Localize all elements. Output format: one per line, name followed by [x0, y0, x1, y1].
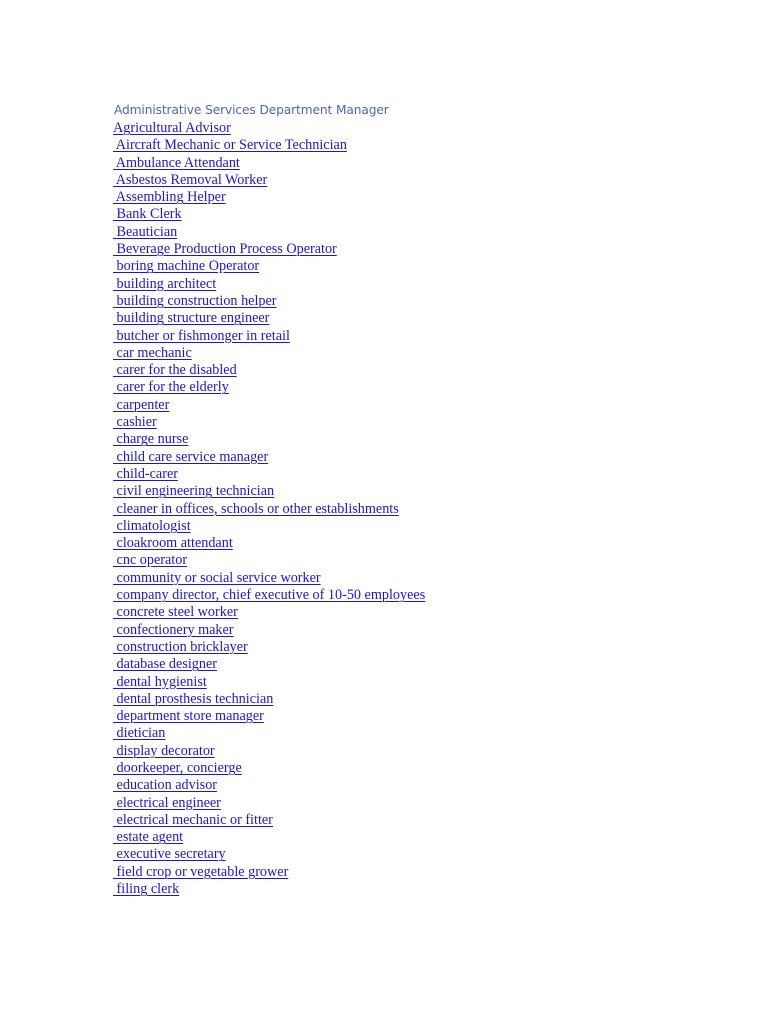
list-item: [113, 534, 425, 551]
occupation-link[interactable]: electrical mechanic or fitter: [113, 811, 273, 828]
list-item: [113, 223, 425, 240]
occupation-link[interactable]: electrical engineer: [113, 794, 221, 811]
list-item: [113, 240, 425, 257]
occupation-link[interactable]: cnc operator: [113, 552, 188, 569]
list-item: [113, 673, 425, 690]
occupation-list: [113, 119, 425, 897]
list-item: [113, 465, 425, 482]
occupation-link[interactable]: carpenter: [113, 396, 170, 413]
list-item: [113, 482, 425, 499]
list-item: [113, 309, 425, 326]
occupation-link[interactable]: car mechanic: [113, 344, 192, 361]
occupation-link[interactable]: carer for the disabled: [113, 362, 237, 379]
list-item: [113, 119, 425, 136]
occupation-link[interactable]: charge nurse: [113, 431, 189, 448]
occupation-link[interactable]: cleaner in offices, schools or other establishments: [113, 500, 399, 517]
list-item: [113, 517, 425, 534]
list-item: [113, 638, 425, 655]
list-item: [113, 361, 425, 378]
list-item: [113, 413, 425, 430]
occupation-link[interactable]: construction bricklayer: [113, 638, 248, 655]
list-item: [113, 707, 425, 724]
list-item: [113, 621, 425, 638]
list-item: [113, 257, 425, 274]
list-item: [113, 275, 425, 292]
occupation-link[interactable]: child-carer: [113, 465, 178, 482]
list-item: [113, 811, 425, 828]
occupation-link[interactable]: Aircraft Mechanic or Service Technician: [113, 137, 347, 154]
list-item: [113, 344, 425, 361]
list-item: [113, 378, 425, 395]
occupation-link[interactable]: estate agent: [113, 829, 184, 846]
occupation-link[interactable]: cashier: [113, 414, 157, 431]
occupation-link[interactable]: child care service manager: [113, 448, 269, 465]
list-item: [113, 742, 425, 759]
occupation-link[interactable]: company director, chief executive of 10-50 employees: [113, 587, 426, 604]
list-item: [113, 759, 425, 776]
list-item: [113, 171, 425, 188]
occupation-link[interactable]: Ambulance Attendant: [113, 154, 240, 171]
occupation-link[interactable]: climatologist: [113, 517, 191, 534]
occupation-link[interactable]: database designer: [113, 656, 217, 673]
list-item: [113, 586, 425, 603]
occupation-link[interactable]: Asbestos Removal Worker: [113, 171, 268, 188]
occupation-link[interactable]: confectionery maker: [113, 621, 234, 638]
occupation-link[interactable]: dental hygienist: [113, 673, 207, 690]
occupation-link[interactable]: boring machine Operator: [113, 258, 260, 275]
occupation-link[interactable]: dental prosthesis technician: [113, 690, 274, 707]
occupation-link[interactable]: Bank Clerk: [113, 206, 182, 223]
list-item: [113, 845, 425, 862]
occupation-link[interactable]: Beautician: [113, 223, 178, 240]
occupation-link[interactable]: field crop or vegetable grower: [113, 863, 289, 880]
occupation-link[interactable]: Assembling Helper: [113, 189, 226, 206]
occupation-link[interactable]: doorkeeper, concierge: [113, 759, 242, 776]
list-item: [113, 154, 425, 171]
list-item: [113, 430, 425, 447]
occupation-link[interactable]: cloakroom attendant: [113, 535, 233, 552]
occupation-link[interactable]: building architect: [113, 275, 217, 292]
list-item: [113, 603, 425, 620]
list-item: [113, 828, 425, 845]
list-item: [113, 500, 425, 517]
list-item: [113, 327, 425, 344]
list-item: [113, 205, 425, 222]
list-item: [113, 655, 425, 672]
occupation-link[interactable]: civil engineering technician: [113, 483, 275, 500]
occupation-link[interactable]: building structure engineer: [113, 310, 270, 327]
occupation-link[interactable]: dietician: [113, 725, 166, 742]
list-item: [113, 776, 425, 793]
list-item: [113, 136, 425, 153]
occupation-link[interactable]: department store manager: [113, 708, 264, 725]
document-heading: Administrative Services Department Manager: [114, 103, 389, 117]
occupation-link[interactable]: display decorator: [113, 742, 215, 759]
list-item: [113, 863, 425, 880]
occupation-link[interactable]: carer for the elderly: [113, 379, 229, 396]
occupation-link[interactable]: Beverage Production Process Operator: [113, 241, 337, 258]
list-item: [113, 794, 425, 811]
occupation-link[interactable]: filing clerk: [113, 881, 180, 898]
list-item: [113, 292, 425, 309]
list-item: [113, 396, 425, 413]
list-item: [113, 569, 425, 586]
occupation-link[interactable]: executive secretary: [113, 846, 226, 863]
occupation-link[interactable]: Agricultural Advisor: [113, 120, 231, 136]
list-item: [113, 690, 425, 707]
list-item: [113, 188, 425, 205]
list-item: [113, 551, 425, 568]
occupation-link[interactable]: concrete steel worker: [113, 604, 238, 621]
occupation-link[interactable]: building construction helper: [113, 292, 277, 309]
occupation-link[interactable]: butcher or fishmonger in retail: [113, 327, 290, 344]
list-item: [113, 880, 425, 897]
list-item: [113, 724, 425, 741]
occupation-link[interactable]: community or social service worker: [113, 569, 321, 586]
list-item: [113, 448, 425, 465]
occupation-link[interactable]: education advisor: [113, 777, 218, 794]
